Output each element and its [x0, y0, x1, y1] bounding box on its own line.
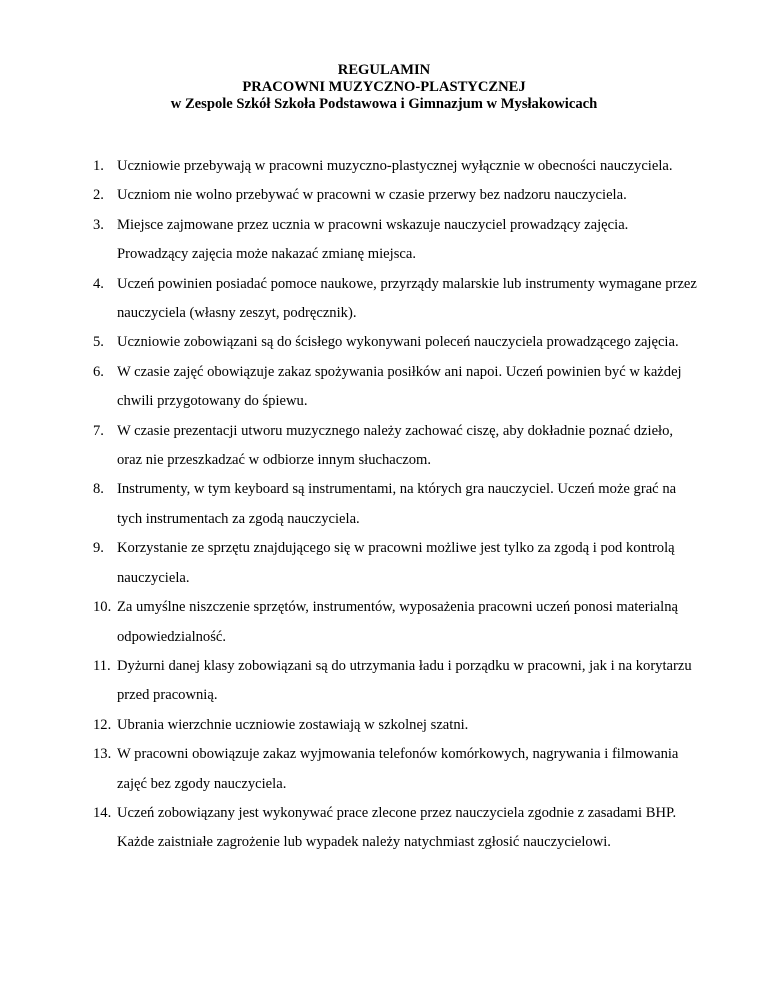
rule-text: Za umyślne niszczenie sprzętów, instrumentów, wyposażenia pracowni uczeń ponosi materialną odpowiedzialność.: [117, 599, 678, 645]
rule-number: 1.: [93, 158, 104, 174]
rule-text: Uczniowie zobowiązani są do ścisłego wykonywani poleceń nauczyciela prowadzącego zajęcia.: [117, 334, 679, 351]
rule-item: [93, 652, 733, 711]
rule-text: Uczniom nie wolno przebywać w pracowni w czasie przerwy bez nadzoru nauczyciela.: [117, 187, 627, 204]
rule-number: 14.: [93, 804, 112, 821]
rule-item: [93, 417, 733, 476]
rule-item: [93, 593, 733, 652]
rule-number: 8.: [93, 481, 104, 498]
rule-item: [93, 211, 733, 270]
document-title: REGULAMIN: [337, 62, 431, 78]
rule-item: [93, 328, 733, 357]
document-header: [0, 62, 768, 113]
rule-item: [93, 475, 733, 534]
rule-number: 5.: [93, 334, 104, 351]
rule-text: Uczniowie przebywają w pracowni muzyczno-plastycznej wyłącznie w obecności nauczyciela.: [117, 158, 673, 174]
rule-number: 9.: [93, 540, 104, 557]
rule-text: Uczeń zobowiązany jest wykonywać prace zlecone przez nauczyciela zgodnie z zasadami BHP. Każde zaistniałe zagrożenie lub wypadek należy natychmiast zgłosić nauczycielowi.: [117, 804, 677, 851]
rules-list: [93, 152, 733, 858]
rule-number: 7.: [93, 422, 104, 439]
rule-text: Ubrania wierzchnie uczniowie zostawiają w szkolnej szatni.: [117, 716, 469, 733]
rule-text: Miejsce zajmowane przez ucznia w pracowni wskazuje nauczyciel prowadzący zajęcia. Prowadzący zajęcia może nakazać zmianę miejsca.: [117, 216, 629, 263]
rule-text: Dyżurni danej klasy zobowiązani są do utrzymania ładu i porządku w pracowni, jak i na korytarzu przed pracownią.: [117, 657, 692, 704]
rule-item: [93, 270, 733, 329]
rule-item: [93, 358, 733, 417]
rule-number: 11.: [93, 657, 111, 674]
rule-item: [93, 799, 733, 858]
rule-number: 3.: [93, 216, 104, 233]
rule-text: W czasie prezentacji utworu muzycznego należy zachować ciszę, aby dokładnie poznać dzieło, oraz nie przeszkadzać w odbiorze innym słuchaczom.: [117, 422, 674, 469]
rule-item: [93, 711, 733, 740]
rule-item: [93, 181, 733, 210]
rule-text: Korzystanie ze sprzętu znajdującego się w pracowni możliwe jest tylko za zgodą i pod kontrolą nauczyciela.: [117, 540, 675, 586]
rule-number: 13.: [93, 746, 112, 763]
rule-number: 2.: [93, 187, 104, 204]
rule-item: [93, 740, 733, 799]
document-school-name: w Zespole Szkół Szkoła Podstawowa i Gimnazjum w Mysłakowicach: [170, 96, 598, 112]
rule-text: W czasie zajęć obowiązuje zakaz spożywania posiłków ani napoi. Uczeń powinien być w każdej chwili przygotowany do śpiewu.: [117, 363, 682, 410]
rule-text: Uczeń powinien posiadać pomoce naukowe, przyrządy malarskie lub instrumenty wymagane przez nauczyciela (własny zeszyt, podręcznik).: [117, 275, 697, 322]
rule-number: 12.: [93, 716, 112, 733]
rule-item: [93, 534, 733, 593]
rule-text: Instrumenty, w tym keyboard są instrumentami, na których gra nauczyciel. Uczeń może grać na tych instrumentach za zgodą nauczyciela.: [117, 481, 677, 527]
rule-number: 4.: [93, 275, 104, 292]
rule-number: 10.: [93, 599, 112, 616]
rule-number: 6.: [93, 363, 104, 380]
rule-text: W pracowni obowiązuje zakaz wyjmowania telefonów komórkowych, nagrywania i filmowania zajęć bez zgody nauczyciela.: [117, 746, 679, 792]
document-subtitle: PRACOWNI MUZYCZNO-PLASTYCZNEJ: [242, 79, 526, 95]
rule-item: [93, 152, 733, 181]
